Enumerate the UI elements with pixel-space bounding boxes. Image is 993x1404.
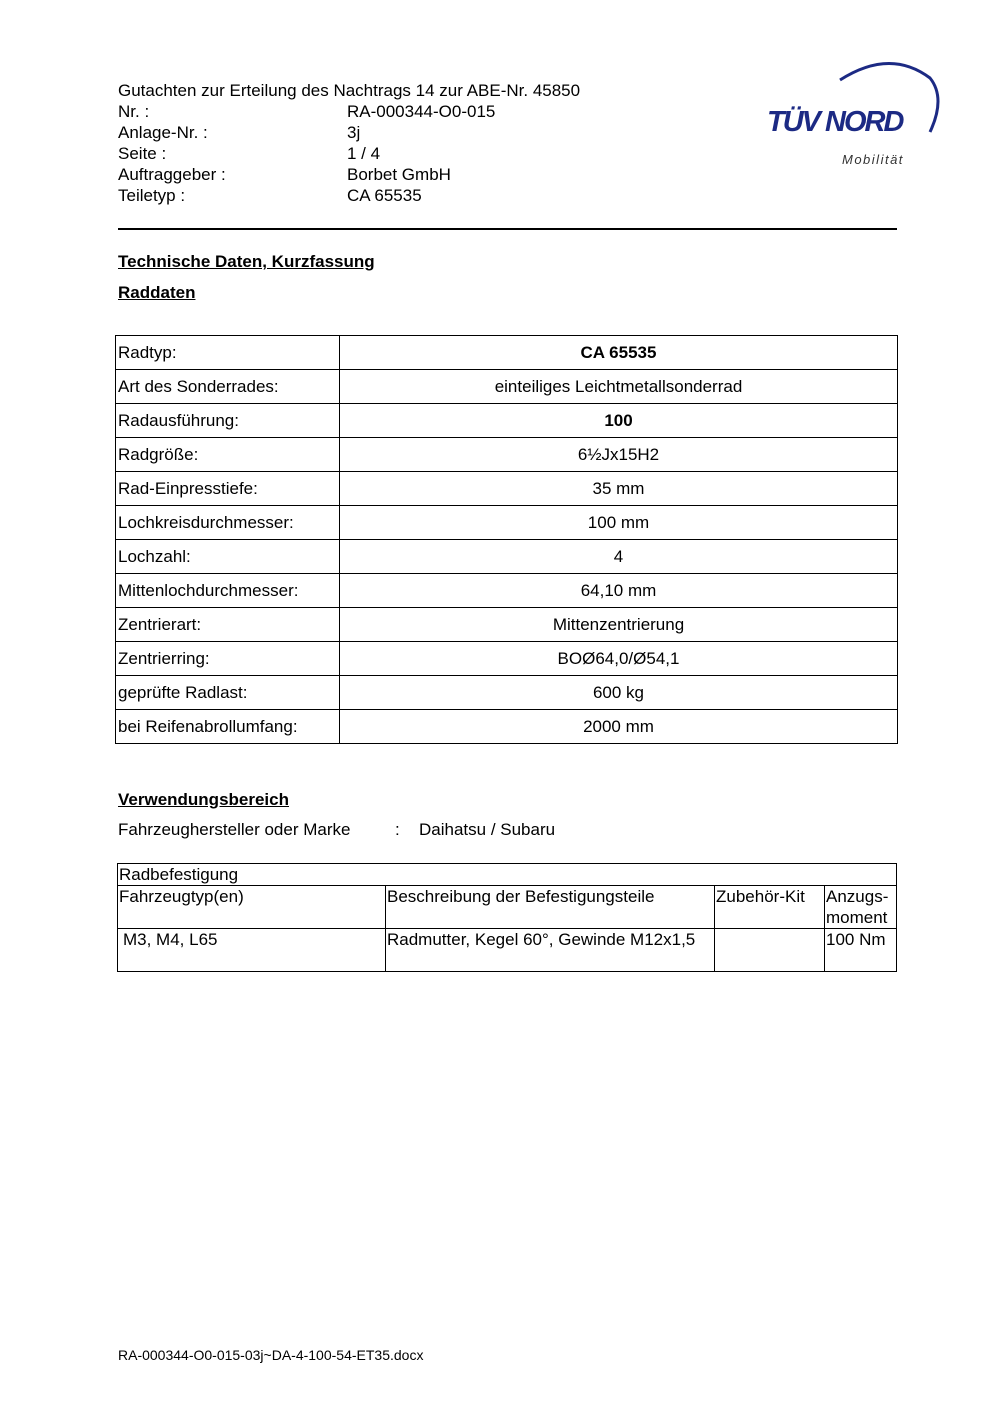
table-cell [715, 929, 825, 972]
table-caption-row [118, 864, 897, 886]
meta-value: 1 / 4 [347, 144, 381, 163]
row-label: Mittenlochdurchmesser: [116, 574, 340, 608]
maker-separator: : [395, 820, 400, 839]
meta-label: Teiletyp : [118, 186, 186, 205]
row-value: 100 mm [340, 506, 898, 540]
table-row [116, 574, 898, 608]
column-header: Beschreibung der Befestigungsteile [386, 886, 715, 929]
tuv-nord-logo [760, 56, 945, 176]
column-header: Zubehör-Kit [715, 886, 825, 929]
section-title-usage: Verwendungsbereich [118, 790, 289, 809]
column-header: Anzugs-moment [825, 886, 897, 929]
table-row [116, 608, 898, 642]
section-title-raddaten: Raddaten [118, 283, 196, 302]
table-row [116, 404, 898, 438]
row-label: geprüfte Radlast: [116, 676, 340, 710]
table-row [116, 370, 898, 404]
table-caption: Radbefestigung [118, 864, 897, 886]
footer-filename: RA-000344-O0-015-03j~DA-4-100-54-ET35.docx [118, 1347, 424, 1363]
document-title: Gutachten zur Erteilung des Nachtrags 14 zur ABE-Nr. 45850 [118, 81, 581, 100]
maker-value: Daihatsu / Subaru [419, 820, 556, 839]
header-divider [118, 228, 897, 230]
table-row [118, 929, 897, 972]
row-label: Zentrierring: [116, 642, 340, 676]
row-label: Art des Sonderrades: [116, 370, 340, 404]
table-row [116, 472, 898, 506]
table-row [116, 438, 898, 472]
meta-row-auftraggeber [118, 164, 580, 185]
row-value: 100 [340, 404, 898, 438]
row-value: CA 65535 [340, 336, 898, 370]
fixing-table [117, 863, 897, 972]
row-value: einteiliges Leichtmetallsonderrad [340, 370, 898, 404]
row-value: 6½Jx15H2 [340, 438, 898, 472]
row-label: Radgröße: [116, 438, 340, 472]
row-value: 35 mm [340, 472, 898, 506]
row-value: BOØ64,0/Ø54,1 [340, 642, 898, 676]
meta-value: Borbet GmbH [347, 165, 451, 184]
table-row [116, 676, 898, 710]
row-label: Radtyp: [116, 336, 340, 370]
wheel-data-table [115, 335, 898, 744]
table-cell: Radmutter, Kegel 60°, Gewinde M12x1,5 [386, 929, 715, 972]
maker-label: Fahrzeughersteller oder Marke [118, 820, 351, 839]
table-row [116, 540, 898, 574]
logo-subtitle: Mobilität [842, 152, 904, 167]
row-label: Zentrierart: [116, 608, 340, 642]
meta-row-seite [118, 143, 580, 164]
meta-label: Auftraggeber : [118, 165, 226, 184]
column-header: Fahrzeugtyp(en) [118, 886, 386, 929]
table-row [116, 710, 898, 744]
logo-wordmark: TÜV NORD [767, 106, 903, 138]
meta-row-nr [118, 101, 580, 122]
row-value: 64,10 mm [340, 574, 898, 608]
table-row [116, 336, 898, 370]
meta-label: Nr. : [118, 102, 150, 121]
row-value: 4 [340, 540, 898, 574]
table-cell: 100 Nm [825, 929, 897, 972]
meta-value: CA 65535 [347, 186, 422, 205]
row-label: Lochzahl: [116, 540, 340, 574]
meta-value: RA-000344-O0-015 [347, 102, 496, 121]
row-value: 2000 mm [340, 710, 898, 744]
row-label: bei Reifenabrollumfang: [116, 710, 340, 744]
table-cell: M3, M4, L65 [118, 929, 386, 972]
section-title-tech: Technische Daten, Kurzfassung [118, 252, 375, 271]
row-value: 600 kg [340, 676, 898, 710]
row-label: Rad-Einpresstiefe: [116, 472, 340, 506]
table-header-row [118, 886, 897, 929]
meta-value: 3j [347, 123, 361, 142]
meta-label: Anlage-Nr. : [118, 123, 208, 142]
table-row [116, 642, 898, 676]
meta-row-anlage [118, 122, 580, 143]
vehicle-maker-line [118, 820, 555, 840]
row-label: Radausführung: [116, 404, 340, 438]
meta-row-teiletyp [118, 185, 580, 206]
table-row [116, 506, 898, 540]
row-value: Mittenzentrierung [340, 608, 898, 642]
meta-label: Seite : [118, 144, 167, 163]
document-header [118, 80, 580, 206]
row-label: Lochkreisdurchmesser: [116, 506, 340, 540]
